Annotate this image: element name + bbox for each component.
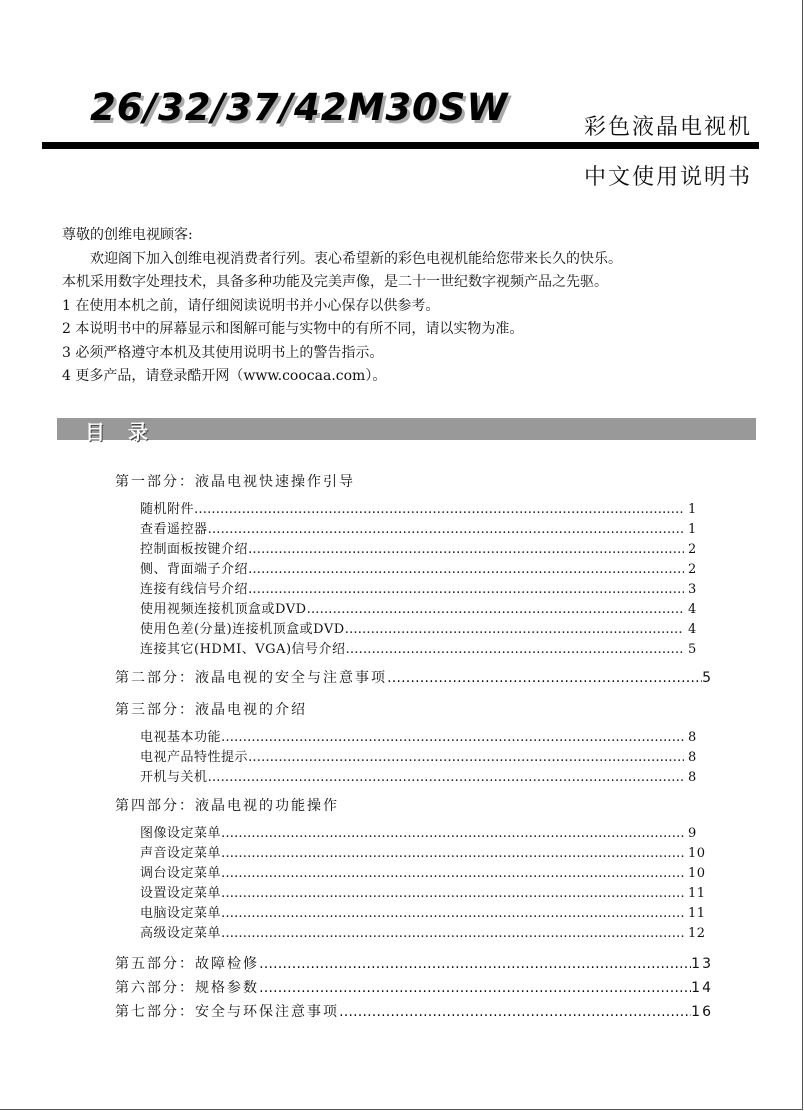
toc-entry-label: 声音设定菜单 — [140, 846, 222, 861]
toc-part-entry[interactable] — [115, 952, 713, 976]
toc-part-entry[interactable] — [115, 976, 713, 1000]
toc-entry-page: 8 — [688, 730, 697, 745]
toc-entry-label: 随机附件 — [140, 502, 195, 517]
toc-part-title: 第七部分：安全与环保注意事项 — [115, 1004, 339, 1020]
toc-entry-label: 电视产品特性提示 — [140, 750, 249, 765]
toc-part-entry[interactable] — [115, 1000, 713, 1024]
intro-line: 本机采用数字处理技术，具备多种功能及完美声像，是二十一世纪数字视频产品之先驱。 — [62, 274, 608, 290]
toc-entry-page: 9 — [688, 826, 697, 841]
toc-header-bar — [57, 418, 756, 444]
toc-entry-label: 连接有线信号介绍 — [140, 582, 249, 597]
toc-entry-label: 侧、背面端子介绍 — [140, 562, 249, 577]
toc-entry[interactable] — [115, 640, 710, 660]
toc-entry-page: 16 — [691, 1004, 713, 1020]
header-rule — [42, 142, 759, 149]
toc-entry[interactable] — [115, 924, 710, 944]
toc-entry-page: 5 — [688, 642, 697, 657]
toc-entry-page: 1 — [688, 502, 697, 517]
intro-line: 1 在使用本机之前，请仔细阅读说明书并小心保存以供参考。 — [62, 297, 440, 314]
toc-entry-label: 调台设定菜单 — [140, 866, 222, 881]
toc-entry-page: 2 — [688, 542, 697, 557]
toc-part-title: 第三部分：液晶电视的介绍 — [115, 702, 307, 718]
toc-entry[interactable] — [115, 864, 710, 884]
toc-entry-page: 8 — [688, 770, 697, 785]
toc-entry[interactable] — [115, 768, 710, 788]
toc-entry-label: 设置设定菜单 — [140, 886, 222, 901]
toc-entry[interactable] — [115, 824, 710, 844]
toc-entry[interactable] — [115, 600, 710, 620]
toc-entry-page: 14 — [691, 980, 713, 996]
toc-entry[interactable] — [115, 748, 710, 768]
model-title: 26/32/37/42M30SW — [90, 86, 509, 129]
toc-entry-page: 3 — [688, 582, 697, 597]
toc-entry-page: 10 — [688, 866, 706, 881]
toc-part-title: 第四部分：液晶电视的功能操作 — [115, 798, 339, 814]
toc-part-entry[interactable] — [115, 666, 713, 690]
toc-entry[interactable] — [115, 540, 710, 560]
intro-line: 欢迎阁下加入创维电视消费者行列。衷心希望新的彩色电视机能给您带来长久的快乐。 — [90, 250, 622, 267]
toc-entry[interactable] — [115, 844, 710, 864]
toc-entry-page: 4 — [688, 622, 697, 637]
toc-entry[interactable] — [115, 580, 710, 600]
toc-entry[interactable] — [115, 884, 710, 904]
toc-part-title: 第六部分：规格参数 — [115, 980, 259, 996]
toc-part-title: 第一部分：液晶电视快速操作引导 — [115, 474, 355, 490]
toc-entry-page: 13 — [691, 956, 713, 972]
table-of-contents — [115, 470, 715, 1024]
toc-entry[interactable] — [115, 620, 710, 640]
toc-entry-label: 使用色差(分量)连接机顶盒或DVD — [140, 622, 345, 637]
toc-entry-label: 电视基本功能 — [140, 730, 222, 745]
product-subtitle: 彩色液晶电视机 — [583, 115, 752, 140]
toc-entry-label: 开机与关机 — [140, 770, 208, 785]
toc-entry-label: 使用视频连接机顶盒或DVD — [140, 602, 307, 617]
toc-entry-page: 11 — [688, 886, 706, 901]
toc-entry[interactable] — [115, 904, 710, 924]
intro-line: 4 更多产品，请登录酷开网（www.coocaa.com）。 — [62, 368, 387, 384]
toc-part-title: 第五部分：故障检修 — [115, 956, 259, 972]
toc-entry-page: 1 — [688, 522, 697, 537]
toc-entry-page: 10 — [688, 846, 706, 861]
toc-entry-label: 查看遥控器 — [140, 522, 208, 537]
toc-entry-label: 连接其它(HDMI、VGA)信号介绍 — [140, 642, 346, 657]
intro-text — [62, 224, 782, 389]
intro-line: 2 本说明书中的屏幕显示和图解可能与实物中的有所不同，请以实物为准。 — [62, 321, 524, 337]
toc-entry-label: 电脑设定菜单 — [140, 906, 222, 921]
toc-entry-page: 12 — [688, 926, 706, 941]
toc-entry-page: 11 — [688, 906, 706, 921]
toc-entry[interactable] — [115, 500, 710, 520]
toc-entry-page: 5 — [702, 670, 713, 686]
toc-entry-label: 图像设定菜单 — [140, 826, 222, 841]
toc-entry[interactable] — [115, 728, 710, 748]
toc-entry[interactable] — [115, 560, 710, 580]
greeting: 尊敬的创维电视顾客: — [62, 227, 193, 243]
manual-subtitle: 中文使用说明书 — [583, 165, 752, 190]
toc-part-title: 第二部分：液晶电视的安全与注意事项 — [115, 670, 387, 686]
toc-entry-page: 2 — [688, 562, 697, 577]
toc-entry-label: 控制面板按键介绍 — [140, 542, 249, 557]
toc-title: 目 录 — [85, 420, 156, 444]
intro-line: 3 必须严格遵守本机及其使用说明书上的警告指示。 — [62, 344, 384, 361]
toc-entry-page: 4 — [688, 602, 697, 617]
toc-entry-label: 高级设定菜单 — [140, 926, 222, 941]
toc-entry-page: 8 — [688, 750, 697, 765]
toc-entry[interactable] — [115, 520, 710, 540]
